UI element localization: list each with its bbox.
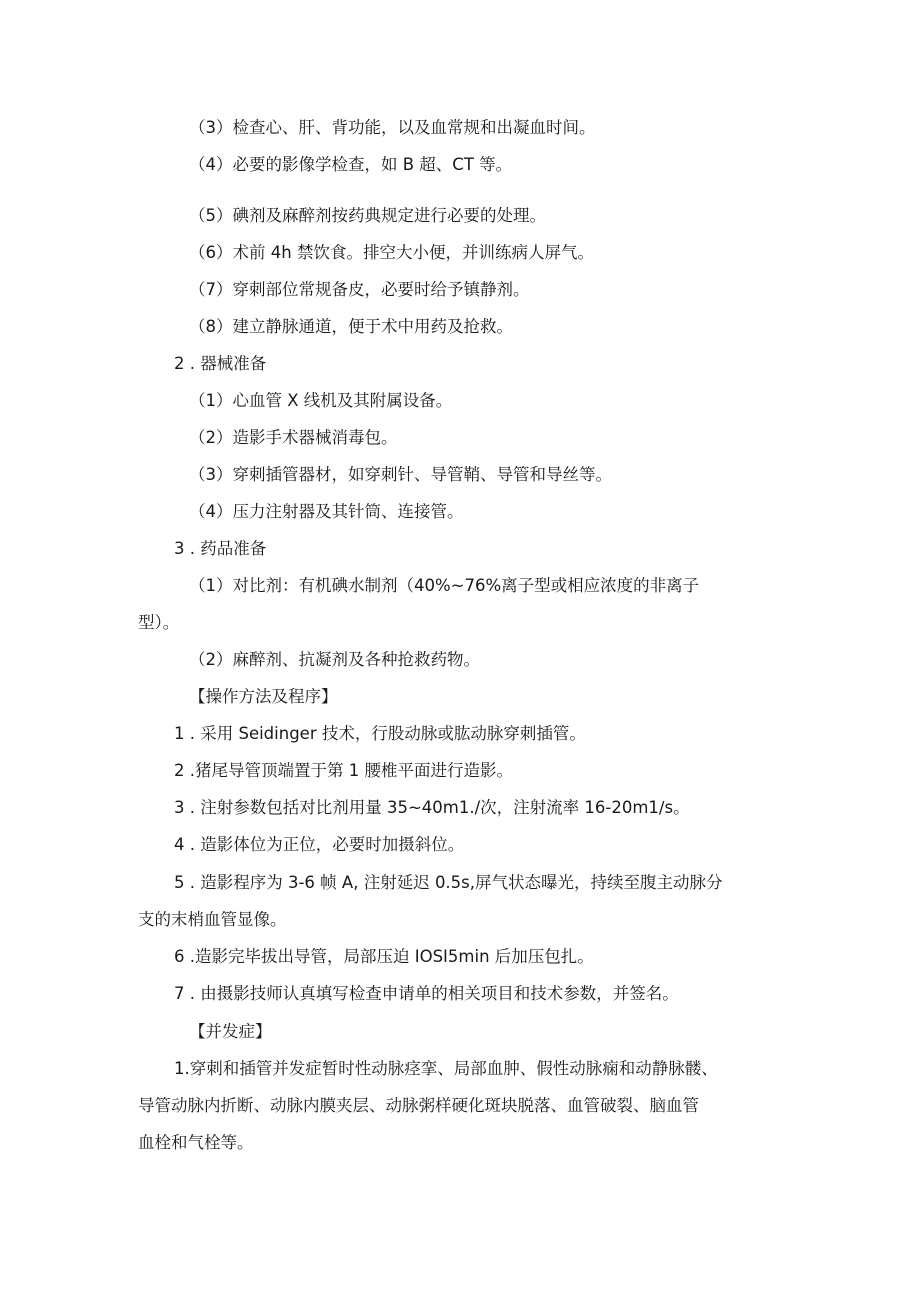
text-line: 6 .造影完毕拔出导管，局部压迫 IOSI5min 后加压包扎。	[174, 947, 594, 966]
section-heading: 3 . 药品准备	[174, 539, 267, 558]
text-line: 7 . 由摄影技师认真填写检查申请单的相关项目和技术参数，并签名。	[174, 984, 679, 1003]
section-title: 【操作方法及程序】	[189, 687, 338, 706]
text-line: （6）术前 4h 禁饮食。排空大小便，并训练病人屏气。	[189, 243, 594, 262]
text-line: 1.穿刺和插管并发症暂时性动脉痉挛、局部血肿、假性动脉痫和动静脉髅、	[174, 1059, 718, 1078]
text-line: （2）造影手术器械消毒包。	[189, 428, 398, 447]
text-line: 1 . 采用 Seidinger 技术，行股动脉或肱动脉穿刺插管。	[174, 724, 586, 743]
text-line: （7）穿刺部位常规备皮，必要时给予镇静剂。	[189, 280, 530, 299]
text-line: （1）心血管 X 线机及其附属设备。	[189, 391, 453, 410]
text-line: 血栓和气栓等。	[138, 1133, 254, 1152]
text-line: 导管动脉内折断、动脉内膜夹层、动脉粥样硬化斑块脱落、血管破裂、脑血管	[138, 1096, 699, 1115]
text-line: （8）建立静脉通道，便于术中用药及抢救。	[189, 317, 513, 336]
text-line: 2 .猪尾导管顶端置于第 1 腰椎平面进行造影。	[174, 761, 513, 780]
text-line: 4 . 造影体位为正位，必要时加摄斜位。	[174, 835, 465, 854]
section-heading: 2 . 器械准备	[174, 354, 267, 373]
text-line: 5 . 造影程序为 3-6 帧 A, 注射延迟 0.5s,屏气状态曝光，持续至腹主动脉分	[174, 873, 723, 892]
text-line: （3）检查心、肝、背功能，以及血常规和出凝血时间。	[189, 118, 596, 137]
text-line: （1）对比剂：有机碘水制剂（40%~76%离子型或相应浓度的非离子	[189, 576, 700, 595]
text-line: （3）穿刺插管器材，如穿刺针、导管鞘、导管和导丝等。	[189, 465, 612, 484]
text-line: 3 . 注射参数包括对比剂用量 35~40m1./次，注射流率 16-20m1∕s。	[174, 798, 690, 817]
text-line: （4）必要的影像学检查，如 B 超、CT 等。	[189, 155, 513, 174]
text-line: （2）麻醉剂、抗凝剂及各种抢救药物。	[189, 650, 480, 669]
text-line: 支的末梢血管显像。	[138, 910, 287, 929]
text-line: （5）碘剂及麻醉剂按药典规定进行必要的处理。	[189, 206, 546, 225]
text-line: （4）压力注射器及其针筒、连接管。	[189, 502, 464, 521]
section-title: 【并发症】	[189, 1022, 272, 1041]
text-line: 型）。	[138, 613, 180, 632]
